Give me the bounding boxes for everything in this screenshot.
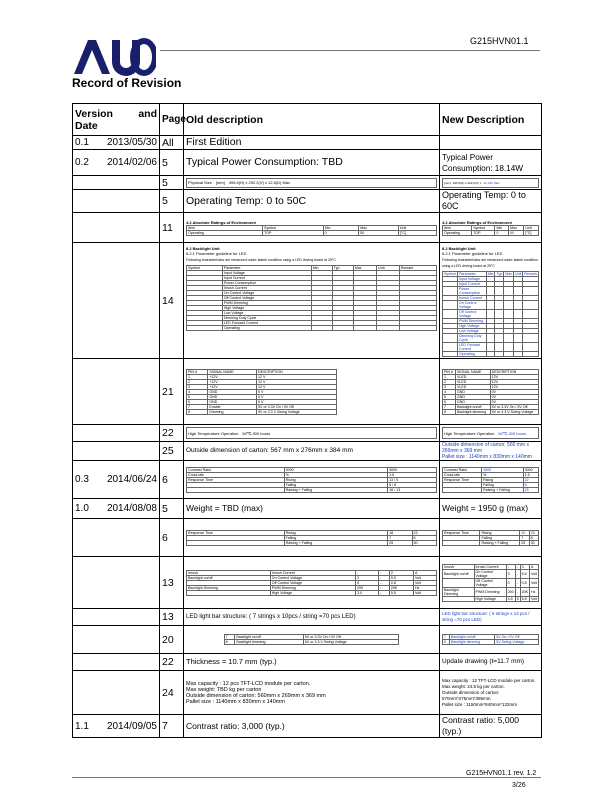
mini-cell: 5: [516, 596, 519, 601]
table-row: 5 Operating Temp: 0 to 50C Operating Temp: 0 to 60C: [73, 190, 542, 213]
mini-cell: [523, 343, 539, 352]
mini-cell: SIGNAL NAME: [208, 369, 257, 374]
mini-cell: -: [379, 575, 390, 580]
mini-cell: [443, 310, 458, 319]
mini-cell: Off Control Voltage: [222, 296, 311, 301]
mini-cell: Backlight dimming: [450, 640, 495, 645]
mini-row: [187, 590, 437, 595]
table-row: 5 Physical Size [mm] 495.6(H) x 292.2(V) x 12.6(D) Max [mm] 495.6(H) x 292.2(V) x 11.1(D) Max: [73, 176, 542, 190]
mini-row: [443, 596, 539, 601]
page-number: 3/26: [512, 782, 526, 789]
mini-row: [443, 334, 539, 343]
revision-table: [72, 103, 542, 738]
mini-cell: 2: [443, 379, 456, 384]
page-title: Record of Revision: [72, 76, 182, 90]
mini-cell: Max: [353, 266, 376, 271]
mini-cell: 20K: [389, 585, 413, 590]
mini-cell: Power Consumption: [457, 287, 486, 296]
mini-cell: On Control Voltage: [222, 291, 311, 296]
mini-cell: [504, 334, 514, 343]
mini-cell: On Control Voltage: [474, 569, 506, 578]
mini-cell: 7: [187, 404, 208, 409]
mini-cell: [486, 310, 495, 319]
mini-cell: [332, 326, 353, 331]
mini-cell: Backlight on/off: [450, 635, 495, 640]
mini-cell: Backlight on/off: [235, 635, 304, 640]
mini-cell: GND: [455, 399, 490, 404]
mini-cell: [486, 287, 495, 296]
mini-cell: 5V or 3.3 V Swing Voltage: [303, 640, 398, 645]
mini-cell: Low Voltage: [457, 329, 486, 334]
mini-cell: [187, 326, 223, 331]
table-row: 1.0 2014/08/08 5 Weight = TBD (max) Weight = 1950 g (max): [73, 499, 542, 519]
mini-cell: 0 V: [257, 389, 337, 394]
mini-cell: 0: [506, 578, 515, 587]
table-row: 22 Thickness = 10.7 mm (typ.) Update drawing (t=11.7 mm): [73, 654, 542, 671]
mini-cell: Symbol: [187, 266, 223, 271]
mini-cell: Min: [487, 272, 494, 276]
mini-cell: 5.5: [389, 590, 413, 595]
mini-row: [443, 640, 539, 645]
table-row: 1.1 2014/09/05 7 Contrast ratio: 3,000 (typ.) Contrast ratio: 5,000 (typ.): [73, 715, 542, 738]
mini-cell: 4: [187, 389, 208, 394]
mini-cell: Inrush: [187, 570, 271, 575]
mini-cell: [504, 310, 514, 319]
mini-cell: Backlight dimming: [235, 640, 304, 645]
mini-cell: [495, 287, 504, 296]
mini-cell: 7: [443, 404, 456, 409]
mini-cell: [399, 326, 436, 331]
mini-cell: [495, 352, 504, 357]
mini-cell: VLED: [455, 379, 490, 384]
mini-cell: [523, 310, 539, 319]
mini-cell: 6: [187, 399, 208, 404]
mini-cell: Min: [311, 266, 332, 271]
mini-cell: Inrush Current: [474, 564, 506, 569]
mini-cell: 200: [356, 585, 379, 590]
mini-row: [443, 578, 539, 587]
mini-cell: Dimming Duty Cycle: [222, 316, 311, 321]
mini-cell: -: [379, 570, 390, 575]
mini-cell: 5: [443, 394, 456, 399]
mini-cell: Unit: [377, 266, 399, 271]
mini-cell: 1: [443, 374, 456, 379]
mini-cell: Remark: [524, 272, 537, 276]
mini-cell: [486, 334, 495, 343]
table-row: 14 8.2 Backlight Unit 8.2.1 Parameter guideline for LED Following characteristics are measured under stable condition using a LED driving board at 25°C Symbol Parameter Min Typ Max Unit Remark Input Voltage Input Current Power Consumption Inrush Current On Control Voltage Off Control Voltage PWM Dimming High Voltage Low Voltage Dimming Duty Cycle LED Forward Current Operating 8.2 Backlight Unit 8.2.1 Parameter guideline for LED Following characteristics are measured under stable condition using a LED driving board at 25°C Symbol Parameter Min Typ Max Unit Remark Input Voltage Input Current Power Consumption Inrush Current On Control Voltage Off Control Voltage PWM Dimming High Voltage Low Voltage Dimming Duty Cycle LED Forward Current Operating: [73, 243, 542, 359]
mini-cell: Volt: [530, 596, 537, 601]
mini-cell: 200: [506, 587, 515, 596]
mini-cell: [377, 326, 399, 331]
mini-cell: 0 V: [257, 399, 337, 404]
mini-cell: [443, 343, 458, 352]
mini-cell: 4: [443, 389, 456, 394]
mini-cell: VLED: [455, 374, 490, 379]
mini-cell: 5V Swing Voltage: [495, 640, 539, 645]
mini-cell: 5V or 3.3 V Swing Voltage: [490, 409, 538, 414]
table-row: 21 PIN # SIGNAL NAME DESCRIPTION 1 +12V 12 V 2 +12V 12 V 3 +12V 12 V 4 GND 0 V 5 GND 0 V 6 GND 0 V 7 Enable 5V or 3.3V On / 0V Off 8 Dimming 5V or 3.3 V Swing Voltage PIN # SIGNAL NAME DESCRIPTION 1 VLED 12V 2 VLED 12V 3 VLED 12V 4 GND 0V 5 GND 0V 6 GND 0V 7 Backlight on/off 5V or 3.3V On / 0V Off 8 Backlight dimming 5V or 3.3 V Swing Voltage: [73, 359, 542, 425]
mini-cell: High Voltage: [222, 306, 311, 311]
mini-row: [443, 343, 539, 352]
mini-cell: Off Control Voltage: [270, 580, 355, 585]
mini-cell: 12V: [490, 374, 538, 379]
mini-cell: 8: [443, 640, 450, 645]
mini-cell: 0.8: [389, 580, 413, 585]
mini-cell: 5V On / 0V Off: [495, 635, 539, 640]
mini-cell: +12V: [208, 379, 257, 384]
table-row: 0.3 2014/06/24 6 Contrast Ratio 3000 3000 Cross talk % 1.5 Response Time Rising 13 / 5 Falling 5 / 8 Raising + Falling 18 / 13 Contrast Ratio 2600 3000 Cross talk % 1.5 Response Time Rising 22 Falling 6 Raising + Falling 25: [73, 461, 542, 499]
mini-cell: [514, 334, 523, 343]
mini-cell: [486, 301, 495, 310]
mini-cell: GND: [208, 399, 257, 404]
mini-row: [443, 352, 539, 357]
mini-cell: Operating: [222, 326, 311, 331]
mini-cell: Off Control Voltage: [474, 578, 506, 587]
mini-cell: Volt: [529, 578, 538, 587]
mini-row: [443, 310, 539, 319]
mini-cell: 0 V: [257, 394, 337, 399]
mini-cell: [514, 301, 523, 310]
mini-cell: 5V or 3.3V On / 0V Off: [303, 635, 398, 640]
mini-cell: 12 V: [257, 384, 337, 389]
table-row: 22 High Temperature Operation 50℃,300 hours High Temperature Operation 60℃,300 hours: [73, 425, 542, 442]
footer-doc-rev: G215HVN01.1 rev. 1.2: [466, 770, 537, 777]
mini-cell: [486, 343, 495, 352]
mini-cell: 5.5: [389, 575, 413, 580]
footer-divider: [72, 777, 541, 778]
mini-cell: [495, 310, 504, 319]
mini-cell: 12V: [490, 379, 538, 384]
mini-cell: A: [413, 570, 436, 575]
mini-cell: [311, 326, 332, 331]
mini-cell: GND: [208, 394, 257, 399]
mini-cell: 5.5: [520, 569, 529, 578]
mini-cell: [504, 343, 514, 352]
mini-row: [224, 640, 399, 645]
mini-cell: [443, 301, 458, 310]
header-divider: [160, 50, 540, 51]
mini-cell: Inrush Current: [270, 570, 355, 575]
mini-cell: Parameter: [457, 272, 486, 277]
mini-cell: PWM Dimming: [222, 301, 311, 306]
table-row: 0.1 2013/05/30 All First Edition: [73, 136, 542, 150]
mini-cell: 8: [187, 409, 208, 414]
mini-cell: -: [379, 585, 390, 590]
mini-cell: PIN #: [443, 369, 456, 374]
mini-cell: SIGNAL NAME: [455, 369, 490, 374]
mini-cell: -: [506, 564, 515, 569]
mini-cell: Backlight on/off: [443, 569, 475, 578]
mini-cell: [504, 287, 514, 296]
table-header-row: [73, 104, 542, 136]
mini-cell: [495, 343, 504, 352]
header-version: Version and Date: [73, 104, 160, 136]
mini-cell: -: [515, 564, 520, 569]
mini-cell: [523, 352, 539, 357]
mini-cell: PWM Dimming: [457, 319, 486, 324]
mini-cell: -: [356, 570, 379, 575]
mini-cell: Inrush: [443, 564, 475, 569]
mini-cell: High Voltage: [474, 596, 506, 601]
table-row: 11 4.2 Absolute Ratings of Environment Item Symbol Min Max Unit Operating TOP 0 50 [°C] 4.2 Absolute Ratings of Environment Item Symbol Min Max Unit Operating TOP 0 60 [°C]: [73, 213, 542, 243]
mini-cell: 20K: [520, 587, 529, 596]
mini-cell: 1: [187, 374, 208, 379]
mini-cell: Operating: [457, 352, 486, 357]
mini-cell: GND: [208, 389, 257, 394]
header-old: Old description: [184, 104, 440, 136]
mini-cell: 5: [187, 394, 208, 399]
mini-cell: 12V: [490, 384, 538, 389]
mini-cell: 12 V: [257, 374, 337, 379]
mini-cell: High Voltage: [457, 324, 486, 329]
mini-cell: 2: [187, 379, 208, 384]
mini-cell: [443, 334, 458, 343]
mini-cell: Low Voltage: [222, 311, 311, 316]
mini-cell: [443, 578, 475, 587]
mini-cell: Off Control Voltage: [457, 310, 486, 319]
mini-cell: 5.5: [520, 596, 529, 601]
mini-cell: High Voltage: [270, 590, 355, 595]
mini-cell: 3: [443, 384, 456, 389]
mini-cell: [504, 352, 514, 357]
mini-cell: Parameter: [222, 266, 311, 271]
mini-cell: Volt: [413, 575, 436, 580]
mini-cell: [514, 352, 523, 357]
mini-row: [187, 326, 437, 331]
table-row: 0.2 2014/02/06 5 Typical Power Consumption: TBD Typical Power Consumption: 18.14W: [73, 150, 542, 176]
mini-cell: -: [515, 578, 520, 587]
mini-cell: [514, 310, 523, 319]
doc-id: G215HVN01.1: [470, 36, 529, 46]
mini-cell: [353, 326, 376, 331]
mini-cell: 0V: [490, 394, 538, 399]
mini-cell: [443, 352, 458, 357]
mini-row: [443, 301, 539, 310]
mini-cell: 12 V: [257, 379, 337, 384]
mini-cell: LED Forward Current: [457, 343, 486, 352]
mini-cell: 2: [389, 570, 413, 575]
mini-cell: [443, 287, 458, 296]
mini-row: [443, 409, 539, 414]
auo-logo: [72, 36, 156, 76]
mini-cell: 7: [443, 635, 450, 640]
mini-row: [443, 569, 539, 578]
mini-cell: 7: [224, 635, 235, 640]
mini-cell: [443, 596, 475, 601]
mini-cell: Input Current: [457, 282, 486, 287]
mini-cell: 5V or 3.3V On / 0V Off: [257, 404, 337, 409]
mini-cell: Max: [505, 272, 512, 276]
mini-cell: On Control Voltage: [457, 301, 486, 310]
mini-cell: Volt: [529, 569, 538, 578]
mini-cell: 8: [224, 640, 235, 645]
mini-cell: Inrush Current: [457, 296, 486, 301]
mini-cell: 8: [443, 409, 456, 414]
mini-cell: -: [515, 569, 520, 578]
table-row: 20 7 Backlight on/off 5V or 3.3V On / 0V Off 8 Backlight dimming 5V or 3.3 V Swing Voltage 7 Backlight on/off 5V On / 0V Off 8 Backlight dimming 5V Swing Voltage: [73, 626, 542, 654]
table-row: 13 LED light bar structure: ( 7 strings x 10pcs / string =70 pcs LED) LED light bar structure: ( 5 strings x 14 pcs / string =70 pcs LED): [73, 609, 542, 626]
mini-cell: [495, 334, 504, 343]
mini-cell: [514, 287, 523, 296]
mini-cell: 3: [506, 569, 515, 578]
table-row: 24 Max capacity : 12 pcs TFT-LCD module per carton. Max weight: TBD kg per carton Outside dimension of carton: 560mm x 269mm x 369 mm Pallet size : 1140mm x 830mm x 140mm Max capacity : 12 TFT-LCD module per carton. Max weight: 24.5 kg per carton. Outside dimension of carton: 570mm*275mm*395mm Pallet size : 1150mm*840mm*132mm: [73, 671, 542, 715]
mini-cell: Backlight dimming: [455, 409, 490, 414]
mini-cell: Typ: [496, 272, 503, 276]
mini-cell: -: [515, 587, 520, 596]
header-new: New Description: [440, 104, 542, 136]
mini-cell: DESCRIPTION: [257, 369, 337, 374]
mini-cell: Unit: [515, 272, 522, 276]
mini-cell: On Control Voltage: [270, 575, 355, 580]
mini-row: [443, 287, 539, 296]
mini-cell: Input Voltage: [457, 277, 486, 282]
mini-cell: Volt: [413, 590, 436, 595]
mini-cell: PWM Dimming: [474, 587, 506, 596]
mini-cell: [523, 287, 539, 296]
mini-cell: DESCRIPTION: [490, 369, 538, 374]
mini-cell: 5V or 3.3V On / 0V Off: [490, 404, 538, 409]
mini-row: [443, 587, 539, 596]
mini-cell: 4.5: [506, 596, 515, 601]
mini-cell: +12V: [208, 374, 257, 379]
mini-cell: 0: [356, 580, 379, 585]
mini-cell: Dimming: [208, 409, 257, 414]
mini-cell: [504, 301, 514, 310]
mini-cell: 6: [443, 399, 456, 404]
mini-cell: Input Voltage: [222, 271, 311, 276]
mini-cell: [486, 352, 495, 357]
mini-cell: PWM Dimming: [270, 585, 355, 590]
mini-cell: [495, 301, 504, 310]
mini-cell: Input Current: [222, 276, 311, 281]
header-page: Page: [160, 104, 184, 136]
mini-cell: 5V or 3.3 V Swing Voltage: [257, 409, 337, 414]
mini-row: [187, 409, 337, 414]
table-row: 25 Outside dimension of carton: 567 mm x 276mm x 384 mm Outside dimension of carton: 560 mm x 269mm x 369 mm Pallet size : 1140mm x 830mm x 140mm: [73, 442, 542, 461]
table-row: 6 Response Time Rising 18 23 Falling 7 8 Raising + Falling 25 30 Response Time Rising 20 26 Falling 7 8 Raising + Falling 25 30: [73, 519, 542, 557]
mini-cell: Backlight on/off: [455, 404, 490, 409]
mini-cell: Hz: [413, 585, 436, 590]
mini-cell: -: [379, 590, 390, 595]
mini-cell: [523, 301, 539, 310]
mini-cell: 3: [187, 384, 208, 389]
mini-cell: 0V: [490, 399, 538, 404]
mini-cell: 3: [356, 575, 379, 580]
mini-cell: Enable: [208, 404, 257, 409]
mini-cell: +12V: [208, 384, 257, 389]
mini-cell: Backlight on/off: [187, 575, 271, 580]
mini-cell: Dimming Duty Cycle: [457, 334, 486, 343]
mini-cell: Symbol: [444, 272, 456, 276]
mini-cell: [187, 590, 271, 595]
mini-cell: GND: [455, 389, 490, 394]
mini-cell: 3: [520, 564, 529, 569]
mini-cell: 3.0: [356, 590, 379, 595]
mini-cell: -: [379, 580, 390, 585]
mini-cell: Backlight Dimming: [187, 585, 271, 590]
mini-cell: GND: [455, 394, 490, 399]
mini-cell: [514, 343, 523, 352]
mini-cell: Typ: [332, 266, 353, 271]
mini-cell: Volt: [413, 580, 436, 585]
mini-cell: 0.8: [520, 578, 529, 587]
mini-cell: Remark: [399, 266, 436, 271]
mini-cell: 0V: [490, 389, 538, 394]
mini-cell: A: [529, 564, 538, 569]
mini-cell: LED Forward Current: [222, 321, 311, 326]
mini-cell: PIN #: [187, 369, 208, 374]
mini-cell: Inrush Current: [222, 286, 311, 291]
table-row: 13 Inrush Inrush Current - - 2 A Backlight on/off On Control Voltage 3 - 5.5 Volt Off Control Voltage 0 - 0.8 Volt Backlight Dimming PWM Dimming 200 - 20K Hz High Voltage 3.0 - 5.5 Volt Inrush Inrush Current - - 3 A Backlight on/off On Control Voltage 3 - 5.5 Volt Off Control Voltage 0 - 0.8 Volt Backlight Dimming PWM Dimming 200 - 20K Hz High Voltage 4.5 5 5.5 Volt: [73, 557, 542, 609]
mini-cell: [523, 334, 539, 343]
mini-cell: Backlight Dimming: [443, 587, 475, 596]
mini-cell: Hz: [529, 587, 538, 596]
mini-cell: Power Consumption: [222, 281, 311, 286]
mini-cell: VLED: [455, 384, 490, 389]
